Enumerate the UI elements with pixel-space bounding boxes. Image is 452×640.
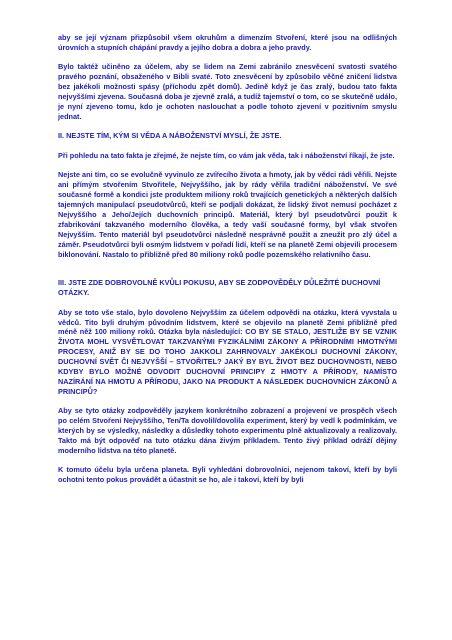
paragraph: Při pohledu na tato fakta je zřejmé, že nejste tím, co vám jak věda, tak i náboženství říkají, že jste.: [58, 150, 395, 160]
paragraph: K tomuto účelu byla určena planeta. Byli vyhledáni dobrovolníci, nejenom takoví, kteří by byli ochotni tento pokus provádět a účastnit se ho, ale i takoví, kteří by byli: [58, 465, 397, 485]
paragraph: Aby se tyto otázky zodpověděly jazykem konkrétního zobrazení a projevení ve prospěch všech po celém Stvoření Nejvyššího, Ten/Ta dovolil/dovolila experiment, který by vedl k podmínkám, ve kterých by se výsledky, následky a důsledky tohoto experimentu plně aktualizovaly a realizovaly. Takto má být odpověď na tuto otázku dána živým příkladem. Tento živý příklad odráží dějiny moderního lidstva na této planetě.: [58, 406, 397, 455]
section-spacer: [58, 269, 397, 278]
paragraph: Aby se toto vše stalo, bylo dovoleno Nejvyšším za účelem odpovědi na otázku, která vyvstala u vědců. Tito byli druhým původním lidstvem, které se objevilo na planetě Zemi přibližně před méně něž 100 miliony roků. Otázka byla následující: CO BY SE STALO, JESTLIŽE BY SE VZNIK ŽIVOTA MOHL VYSVĚTLOVAT TAKZVANÝMI FYZIKÁLNÍMI ZÁKONY A PŘÍRODNÍMI HMOTNÝMI PROCESY, ANIŽ BY SE DO TOHO JAKKOLI ZAHRNOVALY JAKÉKOLI DUCHOVNÍ ZÁKONY, DUCHOVNÍ SVĚT ČI NEJVYŠŠÍ – STVOŘITEL? JAKÝ BY BYL ŽIVOT BEZ DUCHOVNOSTI, NEBO KDYBY BYLO MOŽNÉ ODVODIT DUCHOVNÍ PRINCIPY Z HMOTY A PŘÍRODY, NAMÍSTO NAZÍRÁNÍ NA HMOTU A PŘÍRODU, JAKO NA PRODUKT A NÁSLEDEK DUCHOVNÍCH ZÁKONŮ A PRINCIPŮ?: [58, 307, 397, 396]
paragraph: aby se její význam přizpůsobil všem okruhům a dimenzím Stvoření, které jsou na odlišných úrovních a stupních chápání pravdy a jejího dobra a dobra a jeho pravdy.: [58, 33, 397, 52]
section-heading: II. NEJSTE TÍM, KÝM SI VĚDA A NÁBOŽENSTVÍ MYSLÍ, ŽE JSTE.: [58, 131, 282, 141]
document-body: [58, 33, 397, 495]
section-heading: III. JSTE ZDE DOBROVOLNĚ KVŮLI POKUSU, ABY SE ZODPOVĚDĚLY DŮLEŽITÉ DUCHOVNÍ OTÁZKY.: [58, 278, 381, 298]
paragraph: Nejste ani tím, co se evolučně vyvinulo ze zvířecího života a hmoty, jak by vědci rádi věřili. Nejste ani přímým stvořením Stvořitele, Nejvyššího, jak by rády věřila tradiční náboženství. Ve své současné formě a kondici jste produktem miliony roků trvajících genetických a některých dalších tajemných manipulací pseudotvůrců, kteří se podjali dokázat, že lidský život nemusí pocházet z Nejvyššího a Jeho/Jejích duchovních principů. Materiál, který byl pseudotvůrci použit k zfabrikování takzvaného moderního člověka, a tedy vaší současné formy, byl však stvořen Nejvyšším. Tento materiál byl pseudotvůrci následně nesprávně použit a zneužit pro zlý účel a záměr. Pseudotvůrci byli osmým lidstvem v pořadí lidí, kteří se na planetě Zemi objevili procesem biklonování. Nastalo to přibližně před 80 miliony roků podle pozemského relativního času.: [58, 170, 397, 259]
paragraph: Bylo taktéž učiněno za účelem, aby se lidem na Zemi zabránilo znesvěcení svatosti svatého pravého poznání, obsaženého v Bibli svaté. Toto znesvěcení by způsobilo věčné zničení lidstva bez jakékoli možnosti spásy (příchodu zpět domů). Jedině když je čas zralý, budou tato fakta nejvyššími zjevena. Současná doba je zjevně zralá, a tudíž tajemství o tom, co se skutečně událo, je nyní zjeveno tomu, kdo je ochoten naslouchat a podle tohoto zjevení v pozitivním smyslu jednat.: [58, 62, 397, 121]
